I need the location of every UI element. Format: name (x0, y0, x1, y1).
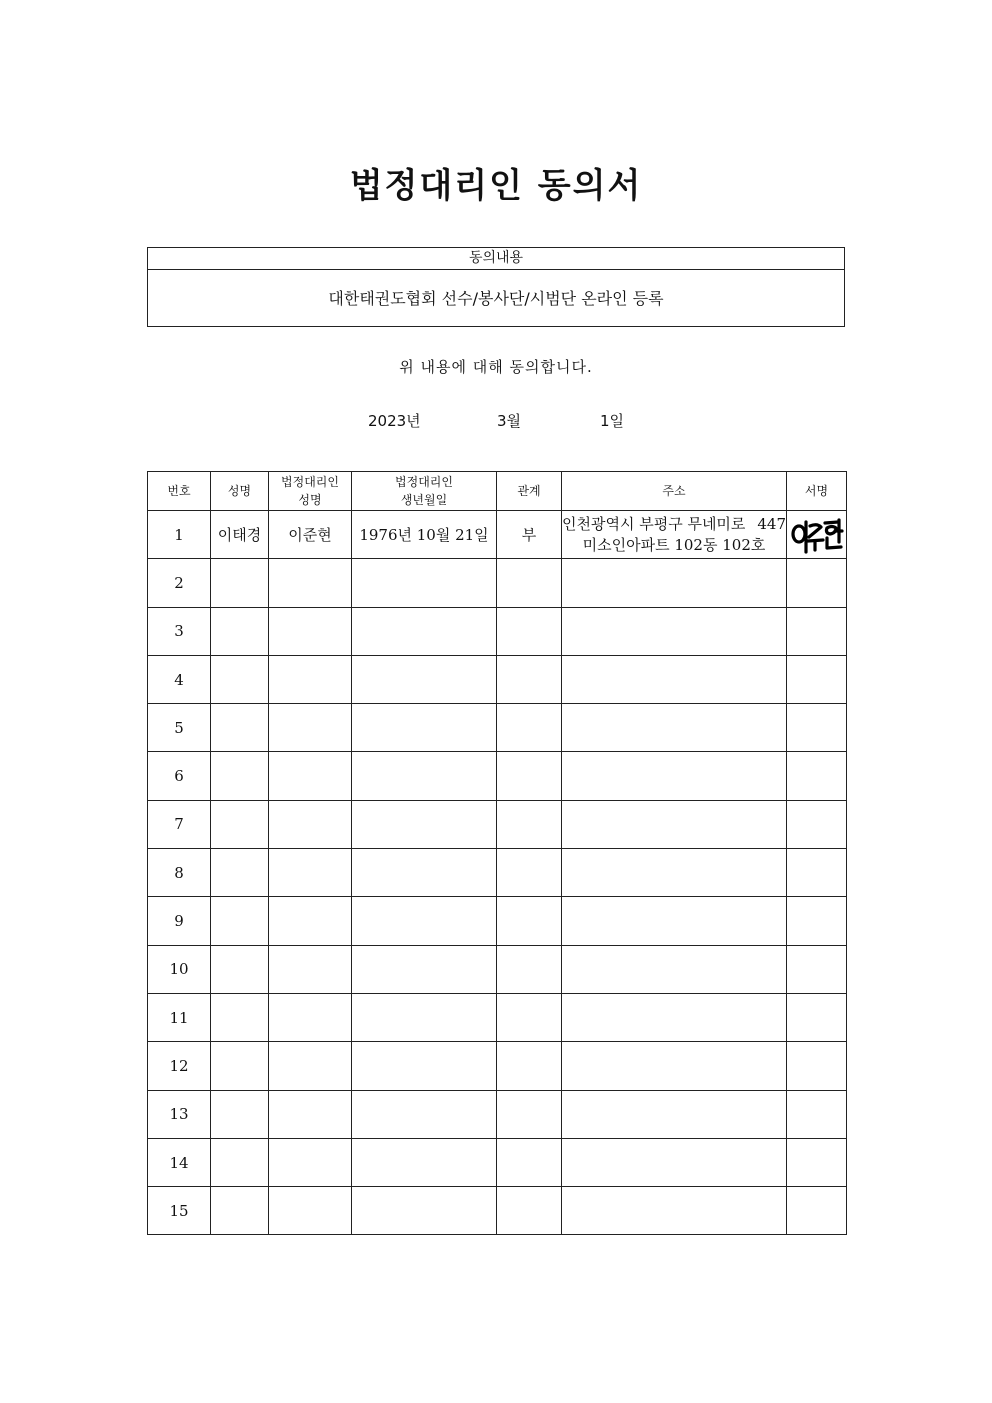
row-guardian-birth: 1976년 10월 21일 (352, 511, 497, 559)
table-row (148, 511, 847, 559)
table-row (148, 607, 847, 655)
table-row (148, 1187, 847, 1235)
row-address-line1-number: 447 (757, 514, 786, 533)
consent-header: 동의내용 (148, 248, 844, 270)
header-name: 성명 (211, 472, 269, 511)
date-month: 3월 (497, 412, 522, 430)
row-no: 8 (148, 849, 211, 897)
row-no: 7 (148, 800, 211, 848)
handwritten-signature (790, 514, 844, 556)
row-no: 11 (148, 993, 211, 1041)
header-relation: 관계 (497, 472, 562, 511)
header-guardian-name (269, 472, 352, 511)
header-guardian-birth-line2: 생년월일 (400, 493, 448, 507)
date-day: 1일 (600, 412, 625, 430)
row-no: 2 (148, 559, 211, 607)
row-no: 14 (148, 1138, 211, 1186)
table-row (148, 945, 847, 993)
row-signature (787, 511, 847, 559)
registration-table (147, 471, 847, 1235)
row-address (562, 511, 787, 559)
agreement-statement: 위 내용에 대해 동의합니다. (399, 358, 593, 376)
row-no: 15 (148, 1187, 211, 1235)
row-no: 9 (148, 897, 211, 945)
table-row (148, 559, 847, 607)
table-row (148, 1090, 847, 1138)
row-no: 10 (148, 945, 211, 993)
row-relation: 부 (497, 511, 562, 559)
table-row (148, 993, 847, 1041)
header-address: 주소 (562, 472, 787, 511)
row-guardian-name: 이준현 (269, 511, 352, 559)
header-guardian-birth (352, 472, 497, 511)
header-guardian-birth-line1: 법정대리인 (395, 475, 453, 489)
row-no: 13 (148, 1090, 211, 1138)
table-row (148, 752, 847, 800)
header-guardian-name-line2: 성명 (298, 493, 322, 507)
row-no: 6 (148, 752, 211, 800)
table-row (148, 849, 847, 897)
table-row (148, 1138, 847, 1186)
row-address-line2: 미소인아파트 102동 102호 (582, 535, 766, 554)
table-row (148, 704, 847, 752)
consent-content: 대한태권도협회 선수/봉사단/시범단 온라인 등록 (328, 289, 664, 308)
header-signature: 서명 (787, 472, 847, 511)
row-no: 12 (148, 1042, 211, 1090)
date-year: 2023년 (368, 412, 421, 430)
table-row (148, 897, 847, 945)
table-row (148, 655, 847, 703)
row-no: 4 (148, 655, 211, 703)
row-address-line1: 인천광역시 부평구 무네미로 (562, 514, 746, 533)
row-name: 이태경 (211, 511, 269, 559)
table-row (148, 1042, 847, 1090)
row-no: 1 (148, 511, 211, 559)
consent-box (147, 247, 845, 327)
header-no: 번호 (148, 472, 211, 511)
header-guardian-name-line1: 법정대리인 (281, 475, 339, 489)
document-title: 법정대리인 동의서 (349, 166, 643, 206)
row-no: 3 (148, 607, 211, 655)
table-header-row (148, 472, 847, 511)
table-row (148, 800, 847, 848)
row-no: 5 (148, 704, 211, 752)
